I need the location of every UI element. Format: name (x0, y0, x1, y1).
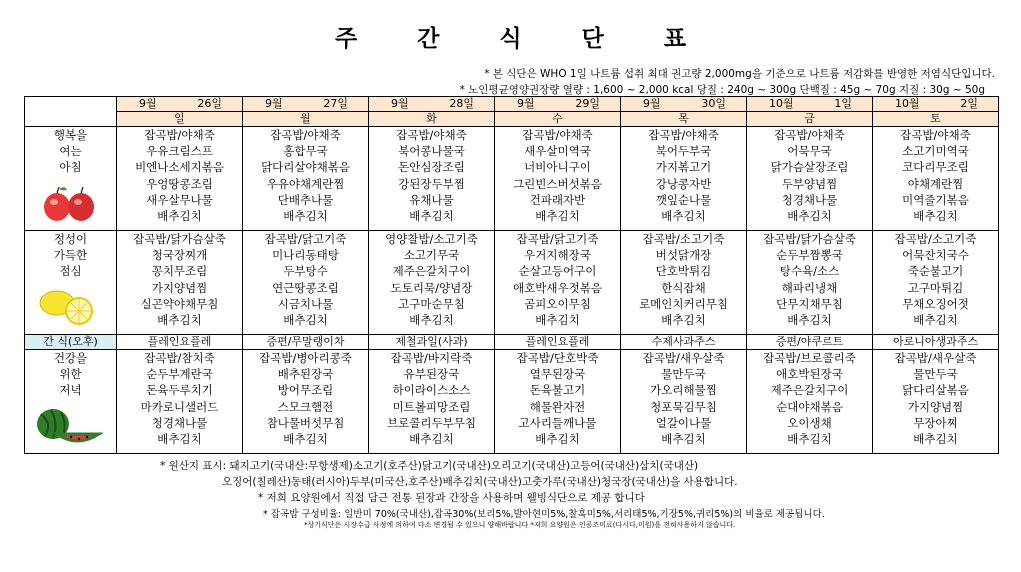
weekday-cell: 월 (243, 112, 369, 127)
breakfast-label: 행복을 여는 아침 (25, 127, 117, 231)
dinner-cell-6: 잡곡밥/새우살죽 물만두국 닭다리살볶음 가지양념찜 무장아찌 배추김치 (873, 350, 999, 454)
snack-cell: 플레인요플레 (117, 335, 243, 350)
weekly-menu-table (24, 96, 999, 454)
lunch-cell-2: 영양찰밥/소고기죽 소고기무국 제주은갈치구이 도토리묵/양념장 고구마순무침 배추김치 (369, 231, 495, 335)
date-cell-0: 9월 26일 (117, 97, 243, 112)
date-cell-6: 10월 2일 (873, 97, 999, 112)
breakfast-cell-1: 잡곡밥/야채죽 홍합무국 닭다리살야채볶음 우유야채계란찜 단배추나물 배추김치 (243, 127, 369, 231)
lunch-cell-6: 잡곡밥/소고기죽 어묵잔치국수 죽순불고기 고구마튀김 무채오징어젓 배추김치 (873, 231, 999, 335)
lunch-cell-5: 잡곡밥/닭가슴살죽 순두부짬뽕국 탕수육/소스 해파리냉채 단무지채무침 배추김치 (747, 231, 873, 335)
weekday-cell: 화 (369, 112, 495, 127)
corner-cell (25, 97, 117, 127)
grain-note: * 잡곡밥 구성비율: 일반미 70%(국내산),잡곡30%(보리5%,발아현미5%,찰흑미5%,서리태5%,기장5%,귀리5%)의 비율로 제공됩니다. (263, 509, 825, 520)
breakfast-cell-2: 잡곡밥/야채죽 북어콩나물국 돈안심장조림 강된장두부찜 유채나물 배추김치 (369, 127, 495, 231)
snack-cell: 증편/무말랭이차 (243, 335, 369, 350)
snack-cell: 제철과일(사과) (369, 335, 495, 350)
lunch-cell-0: 잡곡밥/닭가슴살죽 청국장찌개 꽁치무조림 가지양념찜 실곤약야채무침 배추김치 (117, 231, 243, 335)
lunch-label: 정성이 가득한 점심 (25, 231, 117, 335)
sodium-note: * 본 식단은 WHO 1일 나트륨 섭취 최대 권고량 2,000mg을 기준으로 나트륨 저감화를 반영한 저염식단입니다. (484, 68, 995, 80)
dinner-row (25, 350, 999, 454)
dinner-label: 건강을 위한 저녁 (25, 350, 117, 454)
snack-cell: 수제사과주스 (621, 335, 747, 350)
weekday-cell: 수 (495, 112, 621, 127)
lemon-icon (35, 285, 101, 325)
apple-icon (37, 183, 103, 223)
date-header-row (25, 97, 999, 112)
sauce-note: * 저희 요양원에서 직접 담근 전통 된장과 간장을 사용하며 웰빙식단으로 제공 합니다 (258, 492, 645, 504)
dinner-cell-0: 잡곡밥/참치죽 순두부계란국 돈육두루치기 마카로니샐러드 청경채나물 배추김치 (117, 350, 243, 454)
snack-row (25, 335, 999, 350)
snack-cell: 플레인요플레 (495, 335, 621, 350)
breakfast-cell-3: 잡곡밥/야채죽 새우살미역국 너비아니구이 그린빈스버섯볶음 건파래자반 배추김치 (495, 127, 621, 231)
dinner-cell-1: 잡곡밥/병아리콩죽 배추된장국 방어무조림 스모크햄전 참나물버섯무침 배추김치 (243, 350, 369, 454)
origin-note-cont: 오징어(칠레산)동태(러시아)두부(미국산,호주산)배추김치(국내산)고춧가루(국내산)청국장(국내산)을 사용합니다. (222, 476, 738, 488)
dinner-cell-2: 잡곡밥/바지락죽 유부된장국 하이라이스소스 미트볼피망조림 브로콜리두부무침 배추김치 (369, 350, 495, 454)
lunch-cell-3: 잡곡밥/닭고기죽 우거지해장국 순살고등어구이 애호박새우젓볶음 곰피오이무침 배추김치 (495, 231, 621, 335)
breakfast-cell-4: 잡곡밥/야채죽 북어두부국 가지볶고기 강낭콩자반 깻잎순나물 배추김치 (621, 127, 747, 231)
lunch-cell-1: 잡곡밥/닭고기죽 미나리동태탕 두부탕수 연근땅콩조림 시금치나물 배추김치 (243, 231, 369, 335)
weekday-header-row (25, 112, 999, 127)
origin-note: * 원산지 표시: 돼지고기(국내산:무항생제)소고기(호주산)닭고기(국내산)오리고기(국내산)고등어(국내산)삼치(국내산) (160, 460, 699, 472)
date-cell-3: 9월 29일 (495, 97, 621, 112)
breakfast-cell-6: 잡곡밥/야채죽 소고기미역국 코다리무조림 야채계란찜 미역줄기볶음 배추김치 (873, 127, 999, 231)
nutrition-note: * 노인평균영양권장량 열량 : 1,600 ~ 2,000 kcal 당질 : 240g ~ 300g 단백질 : 45g ~ 70g 지질 : 30g ~ 50g (459, 84, 985, 96)
lunch-row (25, 231, 999, 335)
weekday-cell: 일 (117, 112, 243, 127)
lunch-cell-4: 잡곡밥/소고기죽 버섯닭개장 단호박튀김 한식잡채 로메인치커리무침 배추김치 (621, 231, 747, 335)
dinner-cell-5: 잡곡밥/브로콜리죽 애호박된장국 제주은갈치구이 순대야채볶음 오이생채 배추김치 (747, 350, 873, 454)
breakfast-row (25, 127, 999, 231)
dinner-cell-3: 잡곡밥/단호박죽 열무된장국 돈육불고기 해물완자전 고사리들깨나물 배추김치 (495, 350, 621, 454)
dinner-cell-4: 잡곡밥/새우살죽 물만두국 가오리해물찜 청포묵김무침 얼갈이나물 배추김치 (621, 350, 747, 454)
weekday-cell: 토 (873, 112, 999, 127)
disclaimer-note: *상기식단은 시장수급 사정에 의하여 다소 변경될 수 있으니 양해바랍니다 *저희 요양원은 인공조미료(다시다,미원)을 전혀사용하지 않습니다. (304, 521, 736, 529)
breakfast-cell-5: 잡곡밥/야채죽 어묵무국 닭가슴살장조림 두부양념찜 청경채나물 배추김치 (747, 127, 873, 231)
date-cell-4: 9월 30일 (621, 97, 747, 112)
date-cell-2: 9월 28일 (369, 97, 495, 112)
page-title: 주 간 식 단 표 (334, 26, 713, 52)
date-cell-1: 9월 27일 (243, 97, 369, 112)
date-cell-5: 10월 1일 (747, 97, 873, 112)
snack-cell: 아로니아생과주스 (873, 335, 999, 350)
weekday-cell: 금 (747, 112, 873, 127)
snack-label: 간 식(오후) (25, 335, 117, 350)
weekday-cell: 목 (621, 112, 747, 127)
snack-cell: 증편/야쿠르트 (747, 335, 873, 350)
watermelon-icon (31, 404, 103, 448)
breakfast-cell-0: 잡곡밥/야채죽 우유크림스프 비엔나소세지볶음 우엉땅콩조림 새우살무나물 배추김치 (117, 127, 243, 231)
